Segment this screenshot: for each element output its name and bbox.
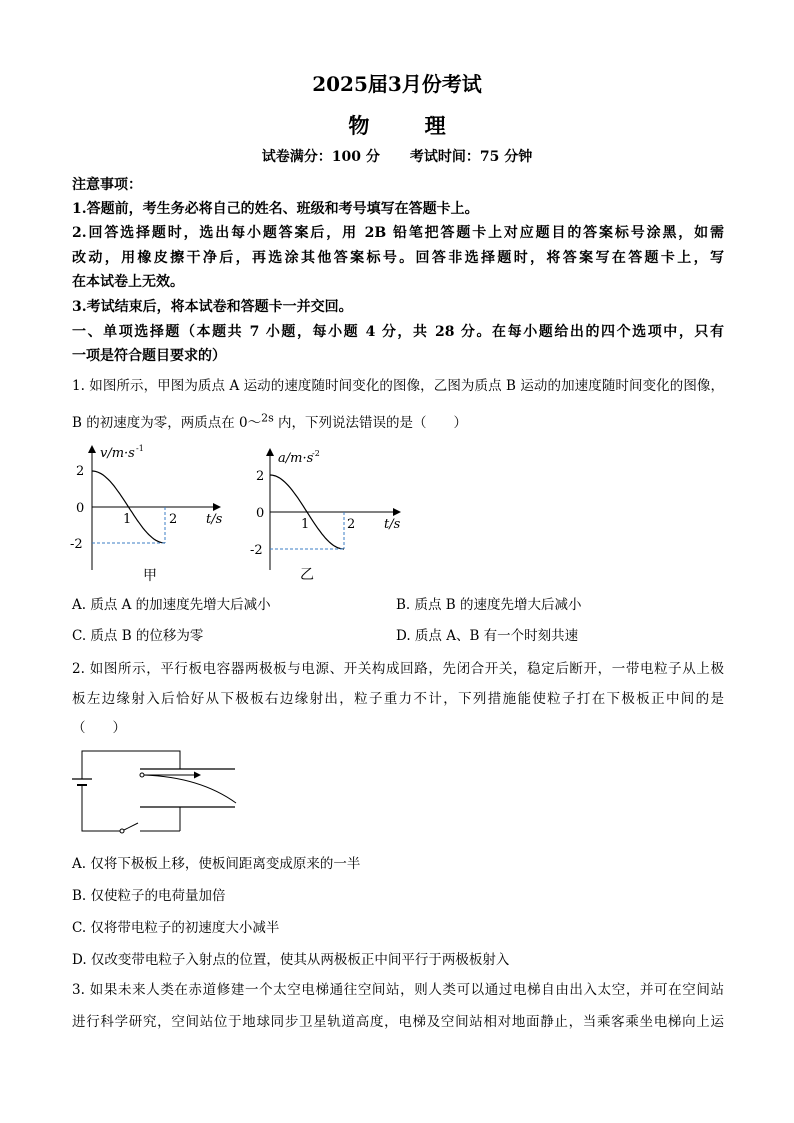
notice-item-2-line-1: 2.回答选择题时，选出每小题答案后，用 2B 铅笔把答题卡上对应题目的答案标号涂黑，如需	[72, 225, 724, 241]
x-tick-label: 2	[347, 517, 356, 532]
q1-stem-pre: B 的初速度为零，两质点在 0～	[72, 415, 262, 431]
q2-option-b: B. 仅使粒子的电荷量加倍	[72, 888, 226, 904]
notice-item-3: 3.考试结束后，将本试卷和答题卡一并交回。	[72, 299, 353, 315]
y-axis-exponent: -1	[136, 444, 144, 453]
section-1-line-1: 一、单项选择题（本题共 7 小题，每小题 4 分，共 28 分。在每小题给出的四个选项中，只有	[72, 324, 724, 340]
q2-option-c: C. 仅将带电粒子的初速度大小减半	[72, 920, 280, 936]
subject-title: 物 理	[348, 113, 470, 138]
graph-jia	[70, 440, 230, 585]
q1-option-c: C. 质点 B 的位移为零	[72, 628, 204, 644]
notice-heading: 注意事项：	[72, 177, 142, 193]
notice-item-2-line-2: 改动，用橡皮擦干净后，再选涂其他答案标号。回答非选择题时，将答案写在答题卡上，写	[72, 250, 724, 266]
particle-trajectory	[144, 775, 236, 803]
q2-stem-line-3: （ ）	[72, 720, 126, 736]
q2-option-a: A. 仅将下极板上移，使板间距离变成原来的一半	[72, 856, 361, 872]
exam-title: 2025届3月份考试	[312, 72, 482, 96]
exam-time: 考试时间：75 分钟	[409, 149, 533, 165]
q1-option-b: B. 质点 B 的速度先增大后减小	[396, 597, 582, 613]
x-tick-label: 1	[301, 517, 310, 532]
y-axis-exponent: -2	[312, 449, 320, 458]
q2-stem-line-1: 2. 如图所示，平行板电容器两极板与电源、开关构成回路，先闭合开关，稳定后断开，一带电粒子从上极	[72, 661, 724, 677]
y-tick-label: 2	[76, 464, 85, 479]
y-tick-label: 0	[76, 501, 85, 516]
q3-stem-line-1: 3. 如果未来人类在赤道修建一个太空电梯通往空间站，则人类可以通过电梯自由出入太空，并可在空间站	[72, 982, 724, 998]
y-tick-label: -2	[70, 537, 83, 552]
notice-item-1: 1.答题前，考生务必将自己的姓名、班级和考号填写在答题卡上。	[72, 201, 479, 217]
q1-stem-post: 内，下列说法错误的是（ ）	[273, 415, 468, 431]
particle-entry-point	[140, 773, 144, 777]
q1-option-a: A. 质点 A 的加速度先增大后减小	[72, 597, 271, 613]
q3-stem-line-2: 进行科学研究，空间站位于地球同步卫星轨道高度，电梯及空间站相对地面静止，当乘客乘坐电梯向上运	[72, 1014, 724, 1030]
exam-info	[0, 146, 794, 166]
q2-option-d: D. 仅改变带电粒子入射点的位置，使其从两极板正中间平行于两极板射入	[72, 952, 510, 968]
switch-lever	[124, 823, 138, 830]
graph-caption: 甲	[143, 568, 157, 584]
full-score: 试卷满分：100 分	[261, 149, 380, 165]
graph-caption: 乙	[300, 567, 314, 583]
y-tick-label: 2	[256, 469, 265, 484]
section-1-line-2: 一项是符合题目要求的）	[72, 348, 226, 364]
notice-item-2-line-3: 在本试卷上无效。	[72, 274, 184, 290]
q2-stem-line-2: 板左边缘射入后恰好从下极板右边缘射出，粒子重力不计，下列措施能使粒子打在下极板正中间的是	[72, 691, 724, 707]
q1-stem-line-1: 1. 如图所示，甲图为质点 A 运动的速度随时间变化的图像，乙图为质点 B 运动的加速度随时间变化的图像，	[72, 378, 724, 394]
wire-left	[82, 785, 120, 831]
capacitor-circuit-diagram	[70, 745, 250, 840]
q1-stem-sup: 2s	[261, 411, 274, 425]
x-tick-label: 2	[169, 512, 178, 527]
q1-option-d: D. 质点 A、B 有一个时刻共速	[396, 628, 579, 644]
y-axis-label: v/m·s	[100, 446, 135, 461]
y-tick-label: 0	[256, 506, 265, 521]
graph-yi	[250, 445, 410, 585]
q1-stem-line-2	[72, 411, 467, 431]
x-axis-label: t/s	[206, 512, 223, 527]
x-axis-label: t/s	[384, 517, 401, 532]
y-tick-label: -2	[250, 543, 263, 558]
y-axis-label: a/m·s	[278, 451, 314, 466]
x-tick-label: 1	[123, 512, 132, 527]
switch-contact	[120, 829, 124, 833]
